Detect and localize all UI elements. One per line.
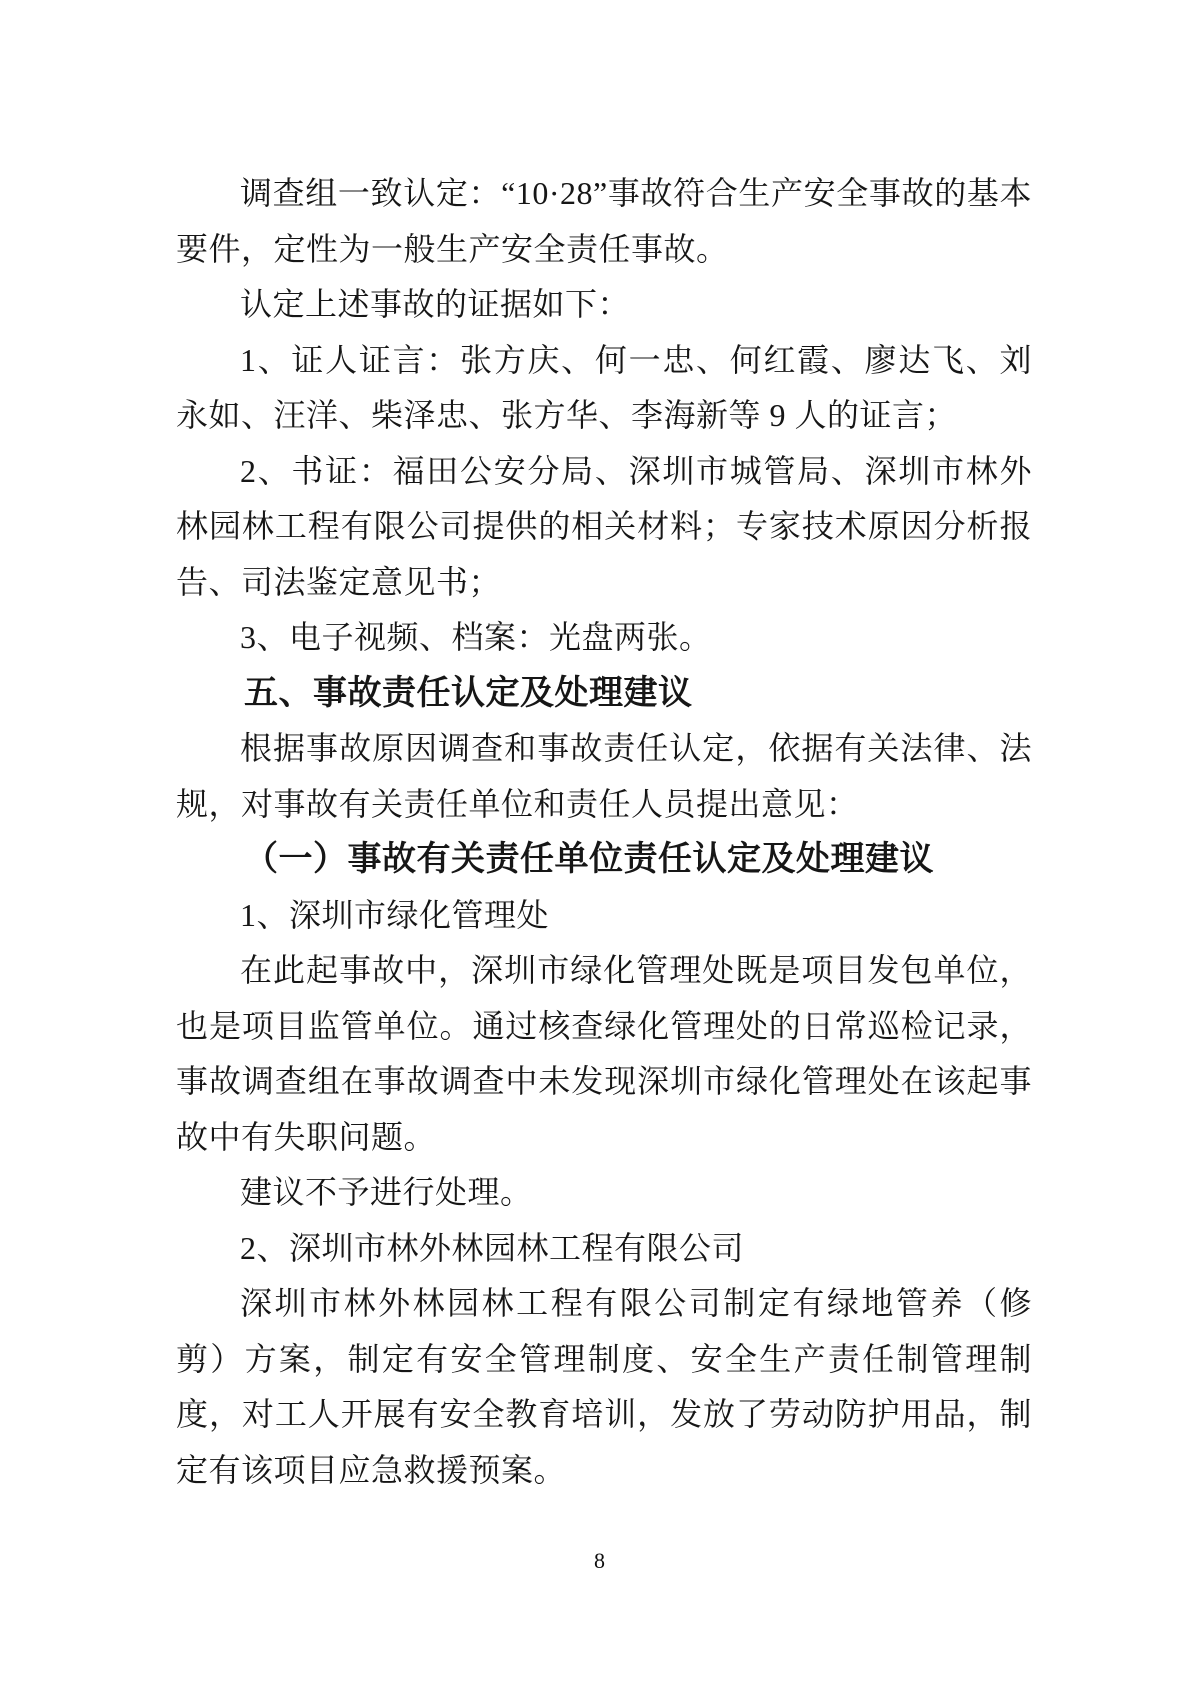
paragraph: 3、电子视频、档案：光盘两张。 <box>240 619 712 655</box>
paragraph: 1、证人证言：张方庆、何一忠、何红霞、廖达飞、刘永如、汪洋、柴泽忠、张方华、李海新等 9 人的证言； <box>176 341 1032 433</box>
page-number: 8 <box>594 1548 605 1573</box>
paragraph: 建议不予进行处理。 <box>240 1174 533 1210</box>
paragraph: （一）事故有关责任单位责任认定及处理建议 <box>244 840 934 878</box>
paragraph: 1、深圳市绿化管理处 <box>240 896 550 933</box>
paragraph: 2、深圳市林外林园林工程有限公司 <box>240 1229 745 1266</box>
page-footer <box>0 1548 1199 1574</box>
paragraph: 2、书证：福田公安分局、深圳市城管局、深圳市林外林园林工程有限公司提供的相关材料；专家技术原因分析报告、司法鉴定意见书； <box>176 452 1032 600</box>
paragraph: 在此起事故中，深圳市绿化管理处既是项目发包单位，也是项目监管单位。通过核查绿化管理处的日常巡检记录，事故调查组在事故调查中未发现深圳市绿化管理处在该起事故中有失职问题。 <box>176 952 1032 1155</box>
paragraph: 调查组一致认定：“10·28”事故符合生产安全事故的基本要件，定性为一般生产安全责任事故。 <box>176 175 1032 267</box>
paragraph: 五、事故责任认定及处理建议 <box>244 673 693 712</box>
paragraph: 根据事故原因调查和事故责任认定，依据有关法律、法规，对事故有关责任单位和责任人员提出意见： <box>176 730 1032 822</box>
document-body <box>176 166 1032 1498</box>
paragraph: 认定上述事故的证据如下： <box>240 286 631 322</box>
paragraph: 深圳市林外林园林工程有限公司制定有绿地管养（修剪）方案，制定有安全管理制度、安全生产责任制管理制度，对工人开展有安全教育培训，发放了劳动防护用品，制定有该项目应急救援预案。 <box>176 1285 1032 1488</box>
